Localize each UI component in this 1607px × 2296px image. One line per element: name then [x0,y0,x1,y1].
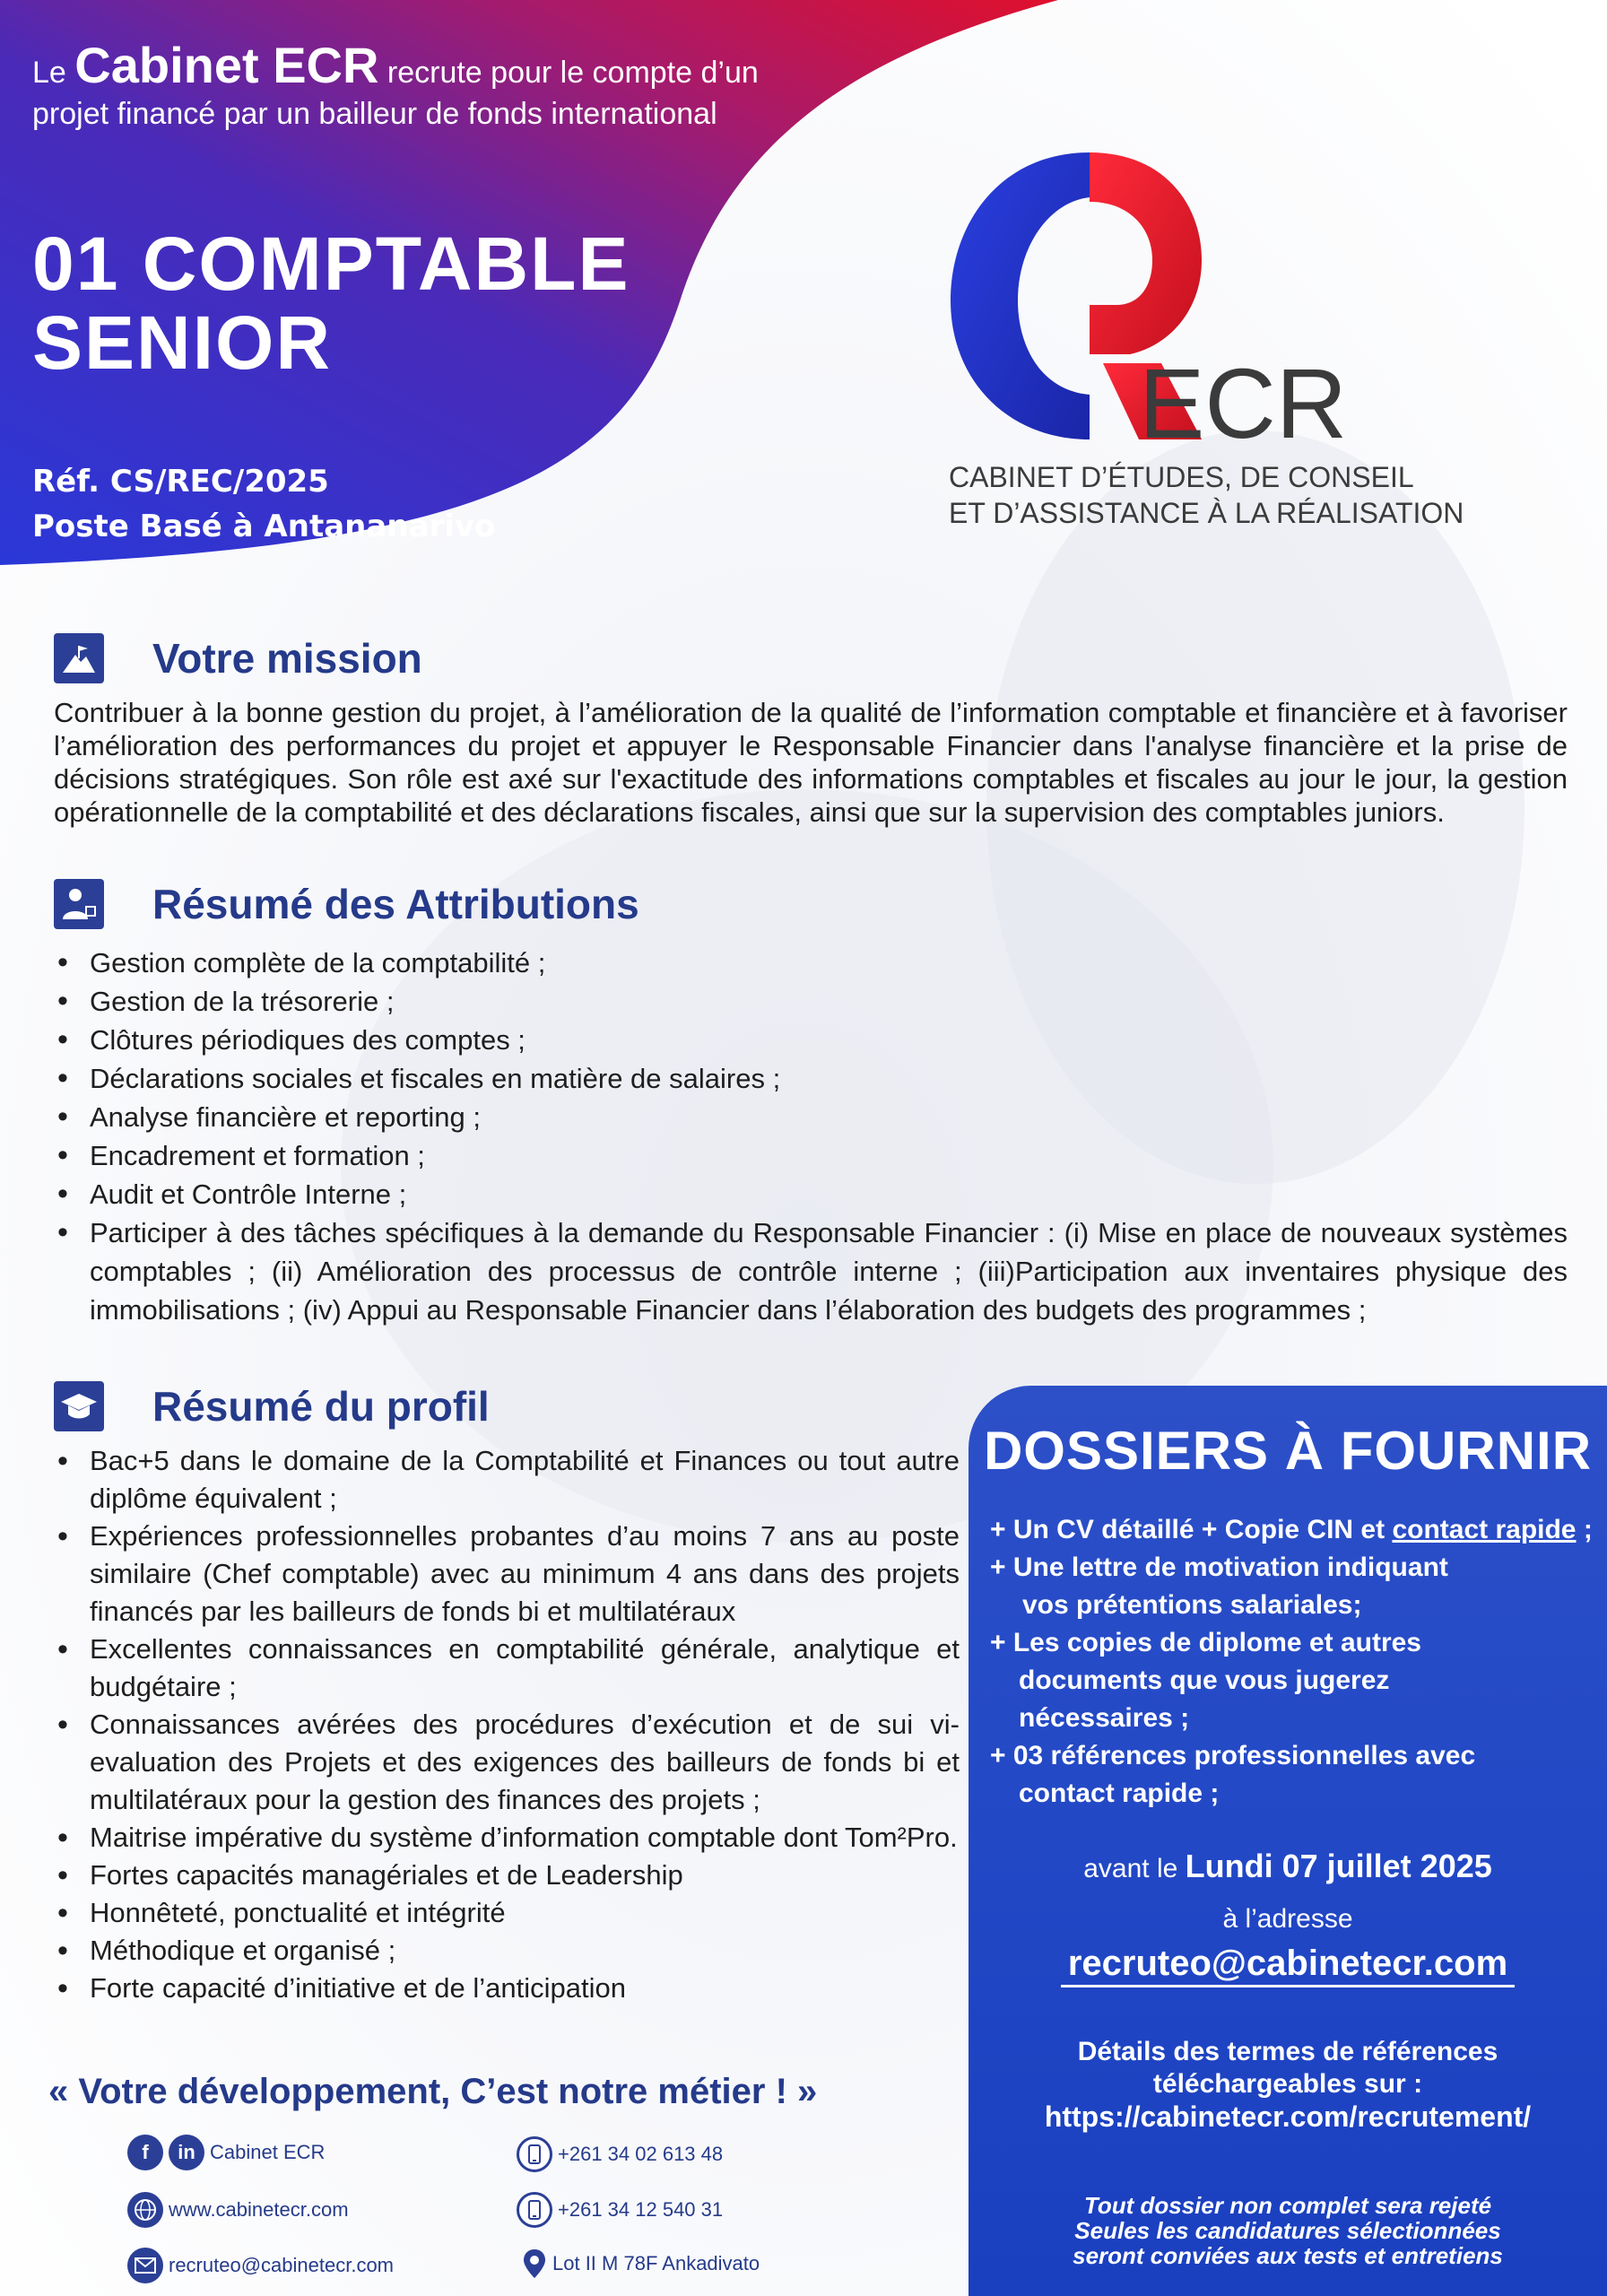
dossier-item1-end: ; [1576,1515,1593,1544]
intro-line2: projet financé par un bailleur de fonds international [32,97,717,131]
application-email-link[interactable]: recruteo@cabinetecr.com [1061,1944,1515,1987]
attributions-section [54,879,1569,1329]
tdr-block [969,2036,1607,2133]
list-item: • Encadrement et formation ; [54,1136,1568,1175]
profil-list [54,1442,960,2007]
list-item: • Forte capacité d’initiative et de l’anticipation [54,1970,960,2007]
profil-section [54,1381,960,2007]
list-item: • Bac+5 dans le domaine de la Comptabilité et Finances ou tout autre diplôme équivalent ; [54,1442,960,1518]
mail-icon [127,2248,163,2283]
note-line1: Tout dossier non complet sera rejeté [1083,2192,1492,2219]
dossier-item3-line2: documents que vous jugerez [1019,1665,1390,1695]
logo-tagline-line2: ET D’ASSISTANCE À LA RÉALISATION [949,497,1464,529]
list-item: • Participer à des tâches spécifiques à la demande du Responsable Financier : (i) Mise en place de nouveaux systèmes comptables ; (ii) Amélioration des processus de contrôle interne ; (iii)Participation aux inventaires physique des immobilisations ; (iv) Appui au Responsable Financier dans l’élaboration des budgets des programmes ; [54,1213,1568,1329]
email-link[interactable]: recruteo@cabinetecr.com [169,2254,395,2276]
dossier-item3-line3: nécessaires ; [1019,1703,1190,1733]
header-text [32,37,839,544]
attributions-title: Résumé des Attributions [152,881,639,927]
logo-letters: ECR [1139,349,1348,459]
dossier-item-cv [990,1511,1600,1549]
note-line2: Seules les candidatures sélectionnées [1074,2217,1501,2244]
globe-icon [127,2192,163,2228]
phone-icon [517,2136,552,2172]
dossier-item-diplome [990,1624,1600,1737]
intro-prefix: Le [32,56,66,90]
panel-note [969,2193,1607,2268]
deadline-date: Lundi 07 juillet 2025 [1185,1848,1492,1884]
job-title-line2: SENIOR [32,300,333,385]
linkedin-icon[interactable]: in [169,2135,204,2170]
list-item: • Honnêteté, ponctualité et intégrité [54,1894,960,1932]
job-title [32,222,696,385]
profil-title: Résumé du profil [152,1383,490,1430]
attributions-list [54,944,1568,1329]
facebook-icon[interactable]: f [127,2135,163,2170]
person-chart-icon [54,879,104,929]
phone2-contact[interactable] [517,2192,723,2228]
job-location: Poste Basé à Antananarivo [32,509,496,544]
logo-tagline [949,459,1487,531]
address-contact [522,2248,760,2280]
address-label: à l’adresse [1222,1904,1353,1934]
logo-tagline-line1: CABINET D’ÉTUDES, DE CONSEIL [949,461,1414,493]
list-item: • Clôtures périodiques des comptes ; [54,1021,1568,1059]
dossier-item4-line1: + 03 références professionnelles avec [990,1741,1476,1770]
tdr-line2: téléchargeables sur : [1152,2069,1423,2099]
list-item: • Audit et Contrôle Interne ; [54,1175,1568,1213]
job-reference-block [32,459,495,549]
job-title-line1: 01 COMPTABLE [32,222,630,306]
social-name: Cabinet ECR [210,2141,326,2163]
location-pin-icon [522,2248,547,2280]
phone2-number[interactable]: +261 34 12 540 31 [558,2198,724,2221]
application-email[interactable] [969,1944,1607,1984]
list-item: • Analyse financière et reporting ; [54,1098,1568,1136]
slogan: « Votre développement, C’est notre métier ! » [48,2072,818,2111]
deadline [969,1848,1607,1885]
list-item: • Fortes capacités managériales et de Leadership [54,1857,960,1894]
dossier-item4-line2: contact rapide ; [1019,1779,1220,1808]
intro-line1-suffix: recrute pour le compte d’un [387,56,759,90]
phone1-contact[interactable] [517,2136,723,2172]
graduation-cap-icon [54,1381,104,1431]
tdr-line1: Détails des termes de références [1077,2037,1498,2066]
dossier-item2-line1: + Une lettre de motivation indiquant [990,1552,1448,1582]
dossiers-panel [969,1386,1607,2296]
address-text: Lot II M 78F Ankadivato [552,2252,760,2274]
email-contact[interactable] [127,2248,394,2283]
phone-icon [517,2192,552,2228]
mission-title: Votre mission [152,635,422,682]
dossier-item3-line1: + Les copies de diplome et autres [990,1628,1421,1657]
list-item: • Expériences professionnelles probantes d’au moins 7 ans au poste similaire (Chef comptable) avec au minimum 4 ans dans des projets financés par les bailleurs de fonds bi et multilatéraux [54,1518,960,1631]
list-item: • Gestion complète de la comptabilité ; [54,944,1568,982]
contact-rapide-link[interactable]: contact rapide [1392,1515,1577,1544]
dossiers-title: DOSSIERS À FOURNIR [983,1421,1593,1481]
dossiers-list [990,1511,1600,1813]
dossier-item2-line2: vos prétentions salariales; [1022,1590,1362,1620]
list-item: • Déclarations sociales et fiscales en matière de salaires ; [54,1059,1568,1098]
job-reference: Réf. CS/REC/2025 [32,464,329,500]
list-item: • Connaissances avérées des procédures d’exécution et de sui vi-evaluation des Projets et des exigences des bailleurs de fonds bi et multilatéraux pour la gestion des finances des projets ; [54,1706,960,1819]
deadline-prefix: avant le [1083,1854,1178,1883]
dossier-item-lettre [990,1549,1600,1624]
social-contact[interactable] [127,2135,325,2170]
brand-name: Cabinet ECR [74,37,379,93]
header-intro [32,37,839,135]
list-item: • Méthodique et organisé ; [54,1932,960,1970]
phone1-number[interactable]: +261 34 02 613 48 [558,2143,724,2165]
tdr-url-link[interactable]: https://cabinetecr.com/recrutement/ [1044,2100,1532,2133]
mission-section [54,633,1569,829]
mountain-flag-icon [54,633,104,683]
list-item: • Maitrise impérative du système d’information comptable dont Tom²Pro. [54,1819,960,1857]
website-contact[interactable] [127,2192,349,2228]
list-item: • Gestion de la trésorerie ; [54,982,1568,1021]
dossier-item1-text: + Un CV détaillé + Copie CIN et [990,1515,1393,1544]
mission-text: Contribuer à la bonne gestion du projet, à l’amélioration de la qualité de l’information comptable et financière et à favoriser l’amélioration des performances du projet et appuyer le Responsable Financier dans l'analyse financière et la prise de décisions stratégiques. Son rôle est axé sur l'exactitude des informations comptables et fiscales au jour le jour, la gestion opérationnelle de la comptabilité et des déclarations fiscales, ainsi que sur la supervision des comptables juniors. [54,697,1568,828]
website-link[interactable]: www.cabinetecr.com [169,2198,349,2221]
dossier-item-references [990,1737,1600,1813]
note-line3: seront conviées aux tests et entretiens [1073,2242,1503,2269]
list-item: • Excellentes connaissances en comptabilité générale, analytique et budgétaire ; [54,1631,960,1706]
